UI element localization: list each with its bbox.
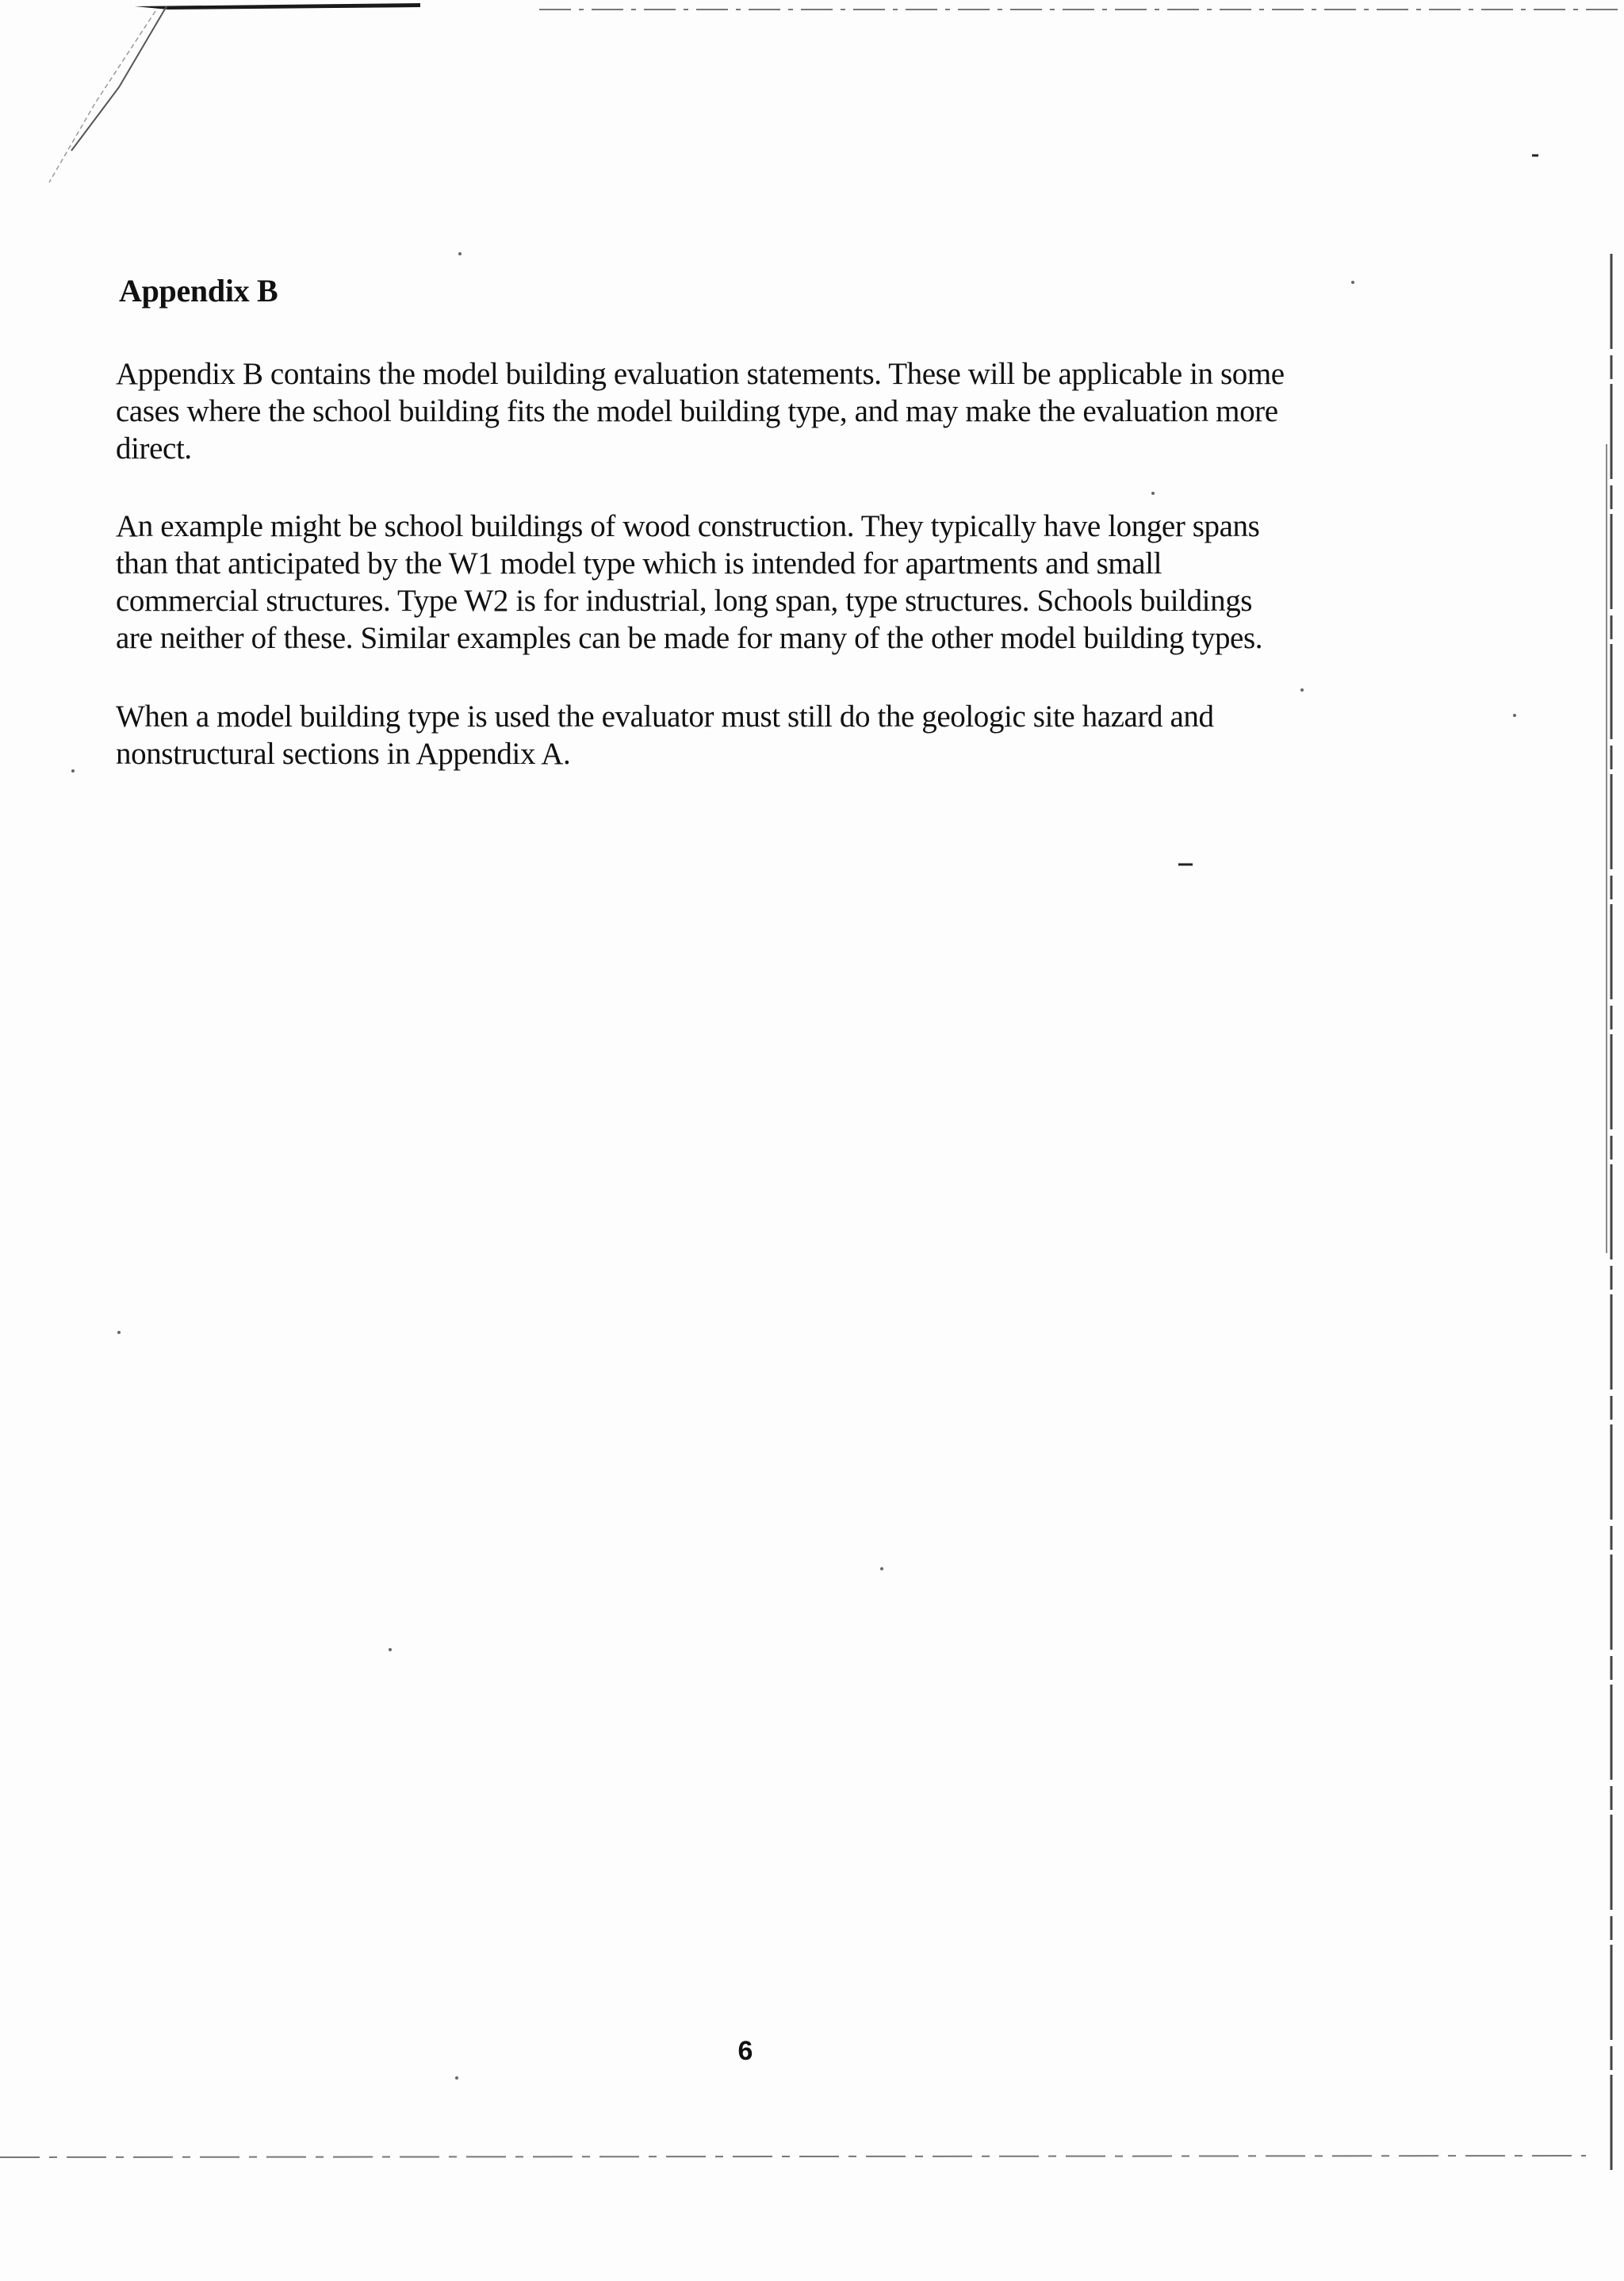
speck bbox=[117, 1331, 121, 1334]
paragraph-usage-note bbox=[116, 698, 1385, 772]
text-line: cases where the school building fits the model building type, and may make the evaluation more bbox=[116, 394, 1278, 428]
bottom-edge-line bbox=[0, 2156, 1586, 2157]
speck bbox=[389, 1648, 392, 1651]
speck bbox=[1351, 281, 1354, 284]
speck bbox=[1300, 688, 1304, 692]
text-line: When a model building type is used the evaluator must still do the geologic site hazard and bbox=[116, 700, 1214, 734]
text-line: Appendix B contains the model building evaluation statements. These will be applicable in some bbox=[116, 357, 1285, 391]
text-line: commercial structures. Type W2 is for industrial, long span, type structures. Schools buildings bbox=[116, 584, 1253, 618]
text-line: are neither of these. Similar examples can be made for many of the other model building types. bbox=[116, 621, 1263, 655]
speck bbox=[71, 769, 75, 772]
speck bbox=[1151, 492, 1155, 495]
text-line: direct. bbox=[116, 431, 192, 466]
text-line: An example might be school buildings of wood construction. They typically have longer spans bbox=[116, 509, 1260, 543]
appendix-heading: Appendix B bbox=[119, 273, 278, 309]
text-line: nonstructural sections in Appendix A. bbox=[116, 737, 571, 771]
paragraph-example bbox=[116, 508, 1385, 657]
page-number: 6 bbox=[737, 2036, 753, 2066]
speck bbox=[458, 252, 462, 255]
speck bbox=[455, 2076, 458, 2080]
corner-fold-mark bbox=[135, 3, 420, 10]
text-line: than that anticipated by the W1 model type which is intended for apartments and small bbox=[116, 546, 1162, 581]
paragraph-intro bbox=[116, 355, 1385, 467]
speck bbox=[880, 1567, 883, 1570]
corner-fold-edge bbox=[71, 6, 167, 151]
corner-fold-shadow bbox=[49, 11, 155, 182]
speck bbox=[1513, 714, 1516, 717]
